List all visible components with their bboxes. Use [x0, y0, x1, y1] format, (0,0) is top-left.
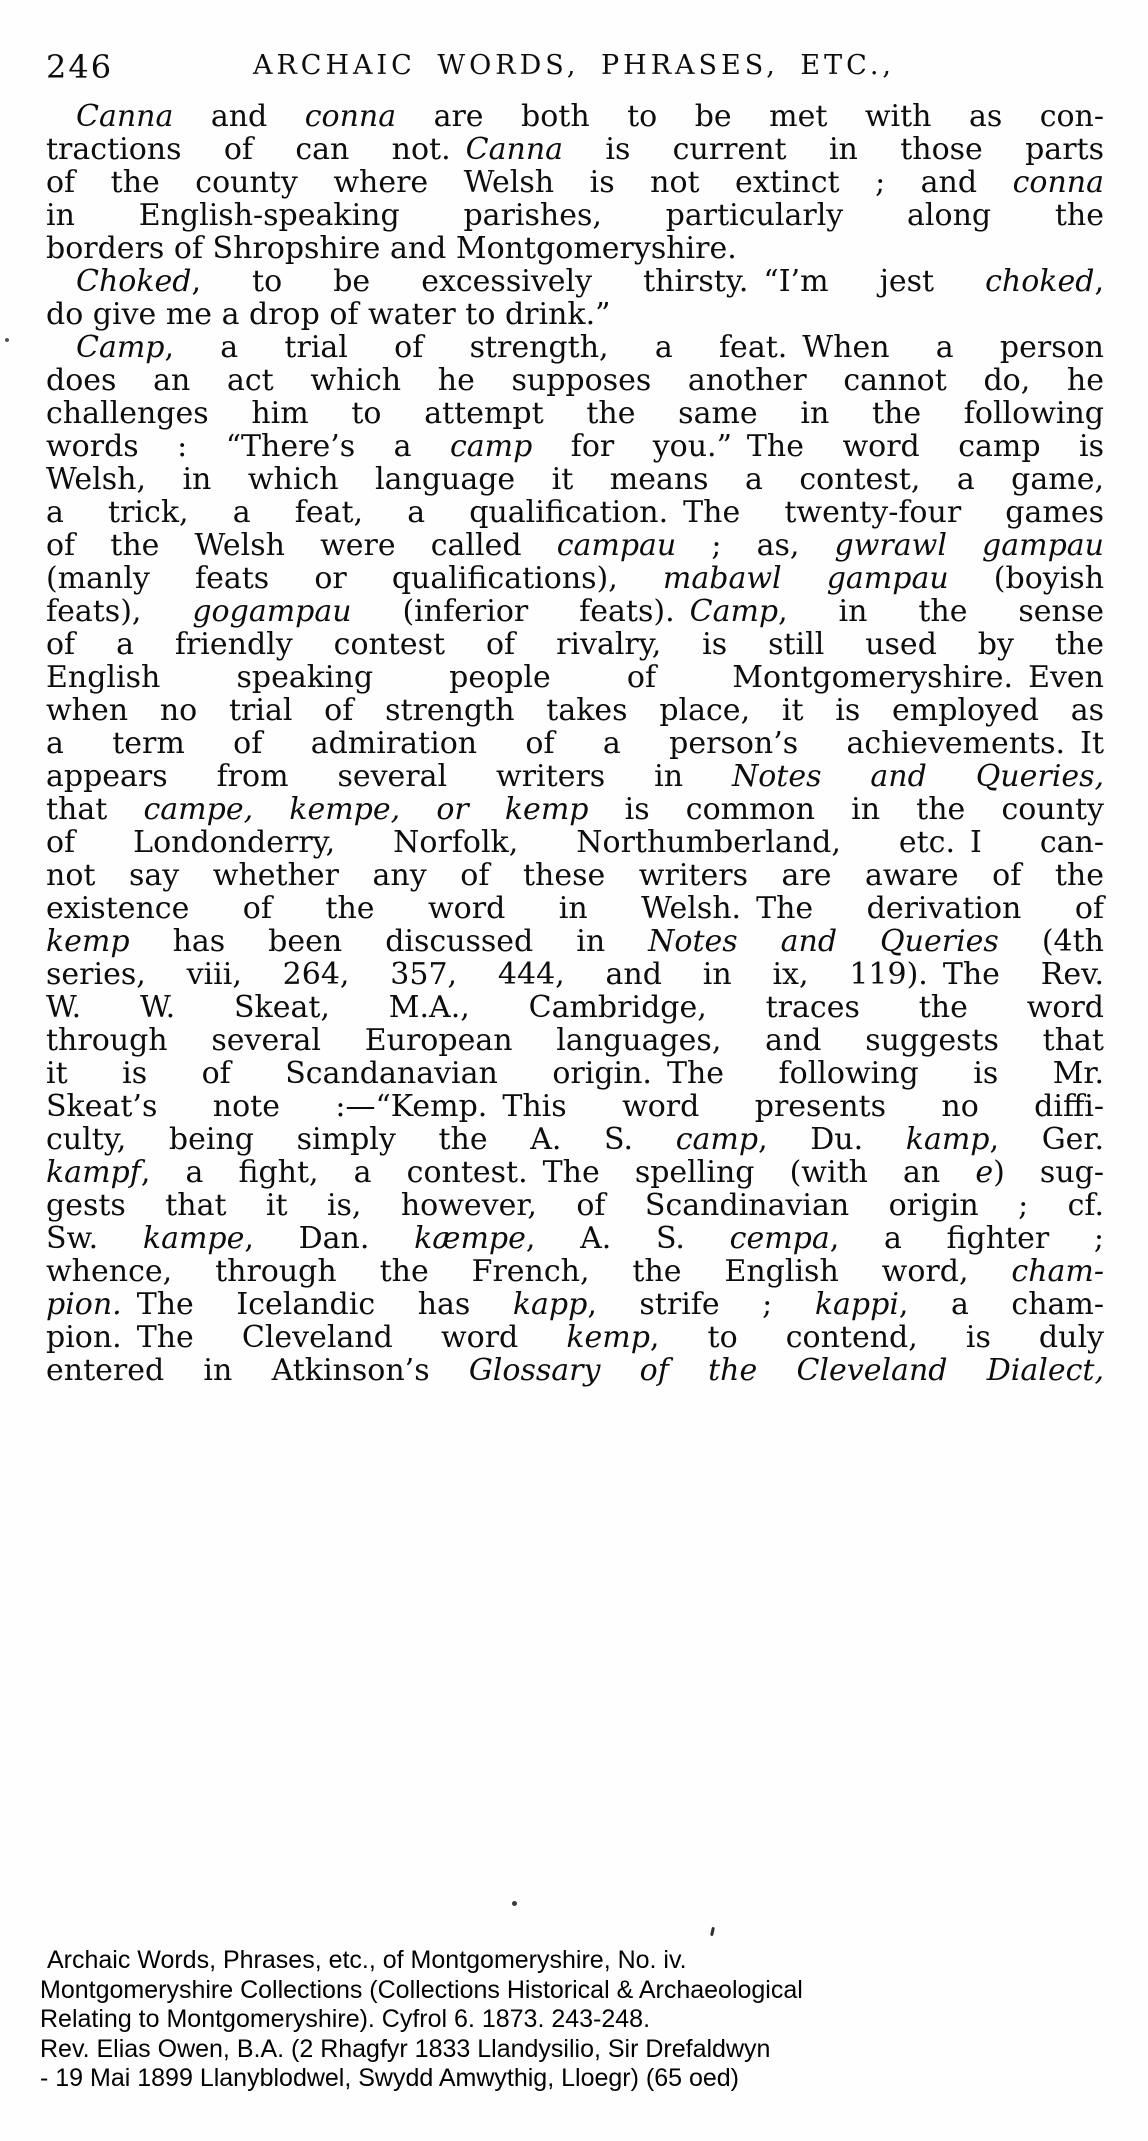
italic-text: camp	[675, 1122, 759, 1157]
body-line	[46, 1090, 1104, 1123]
italic-text: gwrawl gampau	[834, 528, 1104, 563]
body-line	[46, 892, 1104, 925]
italic-text: conna	[1012, 165, 1104, 200]
italic-text: Notes and Queries,	[731, 759, 1104, 794]
regular-text: for you.” The word camp is	[532, 429, 1104, 464]
regular-text: of a friendly contest of rivalry, is still used by the	[46, 627, 1104, 662]
body-line	[46, 166, 1104, 199]
regular-text: (inferior feats).	[351, 594, 690, 629]
italic-text: choked	[985, 264, 1095, 299]
regular-text: in English-speaking parishes, particularly along the	[46, 198, 1104, 233]
regular-text: entered in Atkinson’s	[46, 1353, 469, 1388]
regular-text: it is of Scandanavian origin. The following is Mr.	[46, 1056, 1104, 1091]
regular-text: challenges him to attempt the same in the following	[46, 396, 1104, 431]
regular-text: borders of Shropshire and Montgomeryshire.	[46, 231, 737, 266]
body-line	[46, 793, 1104, 826]
body-line	[46, 199, 1104, 232]
page-header	[46, 46, 1102, 88]
regular-text: not say whether any of these writers are aware of the	[46, 858, 1104, 893]
body-line	[46, 1123, 1104, 1156]
regular-text: are both to be met with as con-	[396, 99, 1105, 134]
regular-text: , strife ;	[587, 1287, 815, 1322]
body-line	[46, 991, 1104, 1024]
italic-text: Canna	[76, 99, 174, 134]
regular-text: , Ger.	[989, 1122, 1104, 1157]
body-line	[46, 1321, 1104, 1354]
caption-line: Relating to Montgomeryshire). Cyfrol 6. 1873. 243-248.	[40, 2005, 651, 2033]
italic-text: kappi	[814, 1287, 899, 1322]
regular-text: (manly feats or qualifications),	[46, 561, 663, 596]
body-line	[46, 859, 1104, 892]
scan-artifact-tick	[710, 1927, 715, 1936]
regular-text: words : “There’s a	[46, 429, 450, 464]
regular-text: ) sug-	[993, 1155, 1104, 1190]
regular-text: has been discussed in	[129, 924, 649, 959]
regular-text: ,	[1094, 264, 1104, 299]
regular-text: (boyish	[948, 561, 1105, 596]
body-line	[46, 661, 1104, 694]
body-line	[46, 628, 1104, 661]
regular-text: tractions of can not.	[46, 132, 466, 167]
regular-text: , Dan.	[244, 1221, 415, 1256]
regular-text: Welsh, in which language it means a contest, a game,	[46, 462, 1104, 497]
regular-text: when no trial of strength takes place, it is employed as	[46, 693, 1104, 728]
italic-text: kapp	[512, 1287, 588, 1322]
body-line	[46, 1222, 1104, 1255]
regular-text: series, viii, 264, 357, 444, and in ix, 119). The Rev.	[46, 957, 1104, 992]
body-line	[46, 958, 1104, 991]
body-line	[46, 430, 1104, 463]
body-line	[46, 298, 1104, 331]
italic-text: kemp	[566, 1320, 650, 1355]
regular-text: ; as,	[676, 528, 835, 563]
body-line	[46, 496, 1104, 529]
italic-text: kampe	[142, 1221, 245, 1256]
regular-text: , to be excessively thirsty. “I’m jest	[191, 264, 986, 299]
regular-text: appears from several writers in	[46, 759, 732, 794]
italic-text: kæmpe	[414, 1221, 526, 1256]
regular-text: gests that it is, however, of Scandinavian origin ; cf.	[46, 1188, 1104, 1223]
italic-text: Canna	[465, 132, 564, 167]
body-line	[46, 1057, 1104, 1090]
italic-text: Glossary of the Cleveland Dialect,	[468, 1353, 1104, 1388]
body-line	[46, 595, 1104, 628]
italic-text: kamp	[905, 1122, 990, 1157]
body-line	[46, 1288, 1104, 1321]
body-line	[46, 1255, 1104, 1288]
body-line	[46, 760, 1104, 793]
regular-text: whence, through the French, the English word,	[46, 1254, 1012, 1289]
body-line	[46, 331, 1104, 364]
regular-text: , a fight, a contest. The spelling (with an	[140, 1155, 976, 1190]
caption-line: Archaic Words, Phrases, etc., of Montgomeryshire, No. iv.	[47, 1946, 687, 1974]
regular-text: does an act which he supposes another cannot do, he	[46, 363, 1104, 398]
italic-text: pion.	[46, 1287, 122, 1322]
italic-text: gogampau	[192, 594, 352, 629]
italic-text: kemp	[46, 924, 130, 959]
body-line	[46, 529, 1104, 562]
regular-text: is current in those parts	[563, 132, 1104, 167]
body-line	[46, 925, 1104, 958]
body-line	[46, 1156, 1104, 1189]
regular-text: W. W. Skeat, M.A., Cambridge, traces the word	[46, 990, 1104, 1025]
body-line	[46, 133, 1104, 166]
italic-text: Notes and Queries	[648, 924, 999, 959]
caption-line: - 19 Mai 1899 Llanyblodwel, Swydd Amwythig, Lloegr) (65 oed)	[40, 2064, 739, 2092]
body-line	[46, 100, 1104, 133]
regular-text: pion. The Cleveland word	[46, 1320, 567, 1355]
regular-text: , in the sense	[778, 594, 1104, 629]
running-title: ARCHAIC WORDS, PHRASES, ETC.,	[252, 50, 896, 81]
scan-artifact-dot	[512, 1901, 517, 1906]
regular-text: Sw.	[46, 1221, 143, 1256]
regular-text: of Londonderry, Norfolk, Northumberland, etc. I can-	[46, 825, 1104, 860]
body-line	[46, 694, 1104, 727]
regular-text: do give me a drop of water to drink.”	[46, 297, 611, 332]
italic-text: mabawl gampau	[662, 561, 949, 596]
regular-text: through several European languages, and suggests that	[46, 1023, 1104, 1058]
regular-text: of the Welsh were called	[46, 528, 557, 563]
body-line	[46, 727, 1104, 760]
regular-text: (4th	[998, 924, 1104, 959]
body-line	[46, 463, 1104, 496]
regular-text: , to contend, is duly	[649, 1320, 1104, 1355]
regular-text: , a fighter ;	[829, 1221, 1104, 1256]
caption-line: Rev. Elias Owen, B.A. (2 Rhagfyr 1833 Llandysilio, Sir Drefaldwyn	[40, 2034, 771, 2063]
body-line	[46, 1189, 1104, 1222]
italic-text: camp	[449, 429, 533, 464]
italic-text: e	[975, 1155, 994, 1190]
body-line	[46, 397, 1104, 430]
italic-text: cham-	[1011, 1254, 1104, 1289]
caption-line: Montgomeryshire Collections (Collections Historical & Archaeological	[40, 1975, 803, 2004]
italic-text: Choked	[76, 264, 192, 299]
body-line	[46, 364, 1104, 397]
italic-text: Camp	[689, 594, 779, 629]
italic-text: campe, kempe, or kemp	[143, 792, 589, 827]
regular-text: existence of the word in Welsh. The derivation of	[46, 891, 1104, 926]
body-line	[46, 826, 1104, 859]
scan-artifact-dot	[5, 338, 9, 342]
italic-text: cempa	[729, 1221, 830, 1256]
page-number: 246	[46, 48, 114, 86]
italic-text: Camp	[76, 330, 165, 365]
regular-text: is common in the county	[588, 792, 1104, 827]
regular-text: , a cham-	[898, 1287, 1105, 1322]
italic-text: kampf	[46, 1155, 141, 1190]
italic-text: campau	[556, 528, 677, 563]
body-line	[46, 1024, 1104, 1057]
regular-text: of the county where Welsh is not extinct ; and	[46, 165, 1013, 200]
regular-text: Skeat’s note :—“Kemp. This word presents no diffi-	[46, 1089, 1104, 1124]
regular-text: a trick, a feat, a qualification. The twenty-four games	[46, 495, 1104, 530]
regular-text: and	[173, 99, 305, 134]
body-line	[46, 1354, 1104, 1387]
source-caption	[40, 1946, 1120, 2094]
regular-text: English speaking people of Montgomeryshire. Even	[46, 660, 1104, 695]
regular-text: feats),	[46, 594, 193, 629]
regular-text: The Icelandic has	[121, 1287, 513, 1322]
regular-text: , A. S.	[525, 1221, 730, 1256]
regular-text: , a trial of strength, a feat. When a person	[164, 330, 1104, 365]
body-line	[46, 232, 1104, 265]
regular-text: culty, being simply the A. S.	[46, 1122, 676, 1157]
body-line	[46, 562, 1104, 595]
regular-text: that	[46, 792, 144, 827]
regular-text: , Du.	[758, 1122, 906, 1157]
body-line	[46, 265, 1104, 298]
body-text	[46, 100, 1104, 1387]
italic-text: conna	[304, 99, 397, 134]
regular-text: a term of admiration of a person’s achievements. It	[46, 726, 1104, 761]
